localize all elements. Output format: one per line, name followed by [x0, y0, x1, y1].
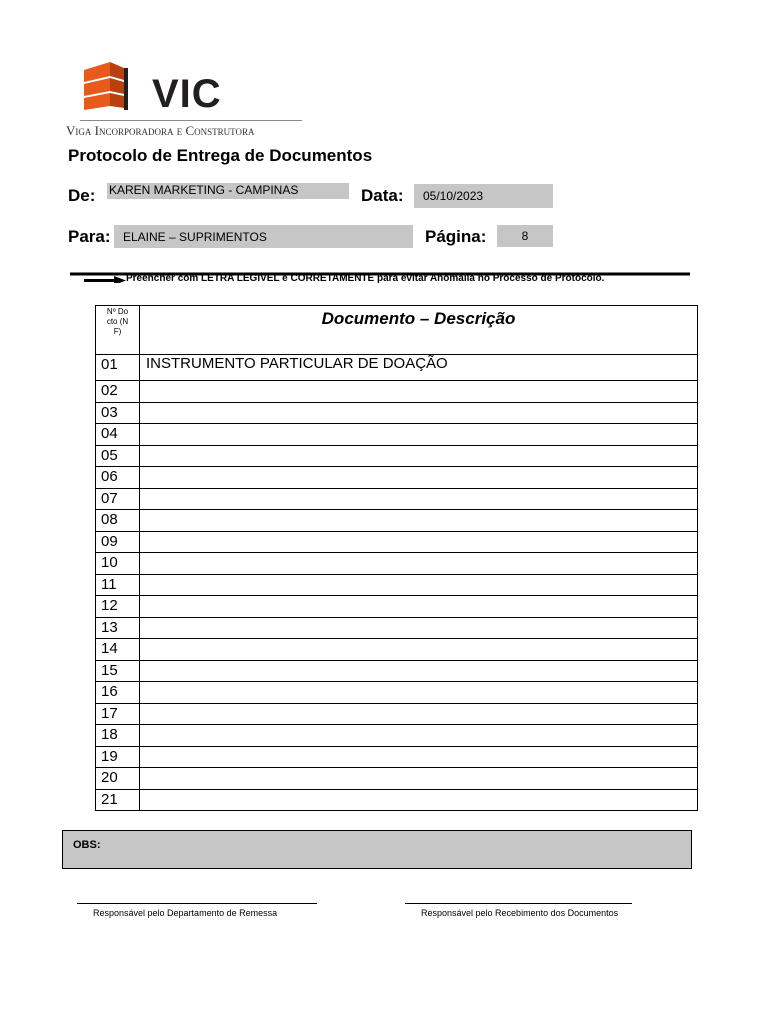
row-description[interactable] [140, 596, 698, 618]
row-doc-number: 16 [96, 682, 140, 704]
row-doc-number: 12 [96, 596, 140, 618]
data-label: Data: [361, 186, 404, 205]
para-value: ELAINE – SUPRIMENTOS [123, 230, 267, 244]
de-label: De: [68, 186, 96, 205]
row-description[interactable] [140, 488, 698, 510]
documents-table [95, 305, 698, 811]
table-row [96, 596, 698, 618]
row-description[interactable] [140, 725, 698, 747]
row-doc-number: 17 [96, 703, 140, 725]
sender-signature-caption: Responsável pelo Departamento de Remessa [93, 908, 278, 918]
obs-label: OBS: [73, 839, 101, 851]
row-description[interactable] [140, 639, 698, 661]
row-doc-number: 01 [96, 355, 140, 381]
receiver-signature-caption: Responsável pelo Recebimento dos Documentos [421, 908, 619, 918]
de-value: KAREN MARKETING - CAMPINAS [109, 183, 299, 197]
row-doc-number: 02 [96, 381, 140, 403]
table-row [96, 746, 698, 768]
table-row [96, 574, 698, 596]
logo-brand-text: VIC [152, 72, 222, 116]
page-title: Protocolo de Entrega de Documentos [68, 146, 373, 165]
table-row [96, 402, 698, 424]
row-description[interactable] [140, 445, 698, 467]
pagina-value: 8 [521, 229, 529, 243]
de-field[interactable] [107, 183, 349, 199]
table-row [96, 789, 698, 811]
table-row [96, 703, 698, 725]
row-description[interactable] [140, 682, 698, 704]
row-description[interactable] [140, 553, 698, 575]
table-row [96, 660, 698, 682]
obs-field[interactable] [62, 830, 692, 869]
header-description: Documento – Descrição [140, 306, 698, 355]
row-doc-number: 11 [96, 574, 140, 596]
table-row [96, 445, 698, 467]
row-description[interactable] [140, 510, 698, 532]
building-logo-icon [80, 60, 150, 116]
row-description[interactable] [140, 660, 698, 682]
sender-signature-line [77, 903, 317, 904]
para-field[interactable] [114, 225, 413, 248]
row-description[interactable] [140, 574, 698, 596]
row-doc-number: 20 [96, 768, 140, 790]
row-doc-number: 03 [96, 402, 140, 424]
table-row [96, 531, 698, 553]
row-description[interactable] [140, 617, 698, 639]
table-row [96, 682, 698, 704]
row-description[interactable] [140, 467, 698, 489]
row-doc-number: 19 [96, 746, 140, 768]
row-doc-number: 15 [96, 660, 140, 682]
table-header-row [96, 306, 698, 355]
table-row [96, 725, 698, 747]
table-row [96, 553, 698, 575]
row-doc-number: 06 [96, 467, 140, 489]
logo-divider [80, 120, 302, 121]
row-description[interactable] [140, 381, 698, 403]
row-doc-number: 14 [96, 639, 140, 661]
row-doc-number: 21 [96, 789, 140, 811]
table-row [96, 617, 698, 639]
table-row [96, 467, 698, 489]
header-doc-number-text: Nº Docto (NF) [106, 307, 129, 336]
row-description[interactable]: INSTRUMENTO PARTICULAR DE DOAÇÃO [140, 355, 698, 381]
fill-instructions: Preencher com LETRA LEGÍVEL e CORRETAMENTE para evitar Anomalia no Processo de Protocolo. [126, 274, 605, 284]
row-description[interactable] [140, 703, 698, 725]
row-description[interactable] [140, 768, 698, 790]
logo-company-name: Viga Incorporadora e Construtora [66, 123, 255, 138]
row-description[interactable] [140, 531, 698, 553]
company-logo [66, 60, 310, 140]
row-description[interactable] [140, 424, 698, 446]
header-doc-number [96, 306, 140, 355]
table-row [96, 424, 698, 446]
row-doc-number: 18 [96, 725, 140, 747]
table-row [96, 510, 698, 532]
data-field[interactable] [414, 184, 553, 208]
table-row [96, 768, 698, 790]
receiver-signature-line [405, 903, 632, 904]
row-description[interactable] [140, 789, 698, 811]
row-doc-number: 04 [96, 424, 140, 446]
pagina-field[interactable] [497, 225, 553, 247]
table-row [96, 355, 698, 381]
table-row [96, 488, 698, 510]
row-description[interactable] [140, 746, 698, 768]
table-row [96, 381, 698, 403]
para-label: Para: [68, 227, 111, 246]
row-doc-number: 05 [96, 445, 140, 467]
row-doc-number: 13 [96, 617, 140, 639]
row-doc-number: 08 [96, 510, 140, 532]
data-value: 05/10/2023 [423, 189, 484, 203]
table-row [96, 639, 698, 661]
row-description[interactable] [140, 402, 698, 424]
row-doc-number: 09 [96, 531, 140, 553]
row-doc-number: 07 [96, 488, 140, 510]
row-doc-number: 10 [96, 553, 140, 575]
pagina-label: Página: [425, 227, 487, 246]
